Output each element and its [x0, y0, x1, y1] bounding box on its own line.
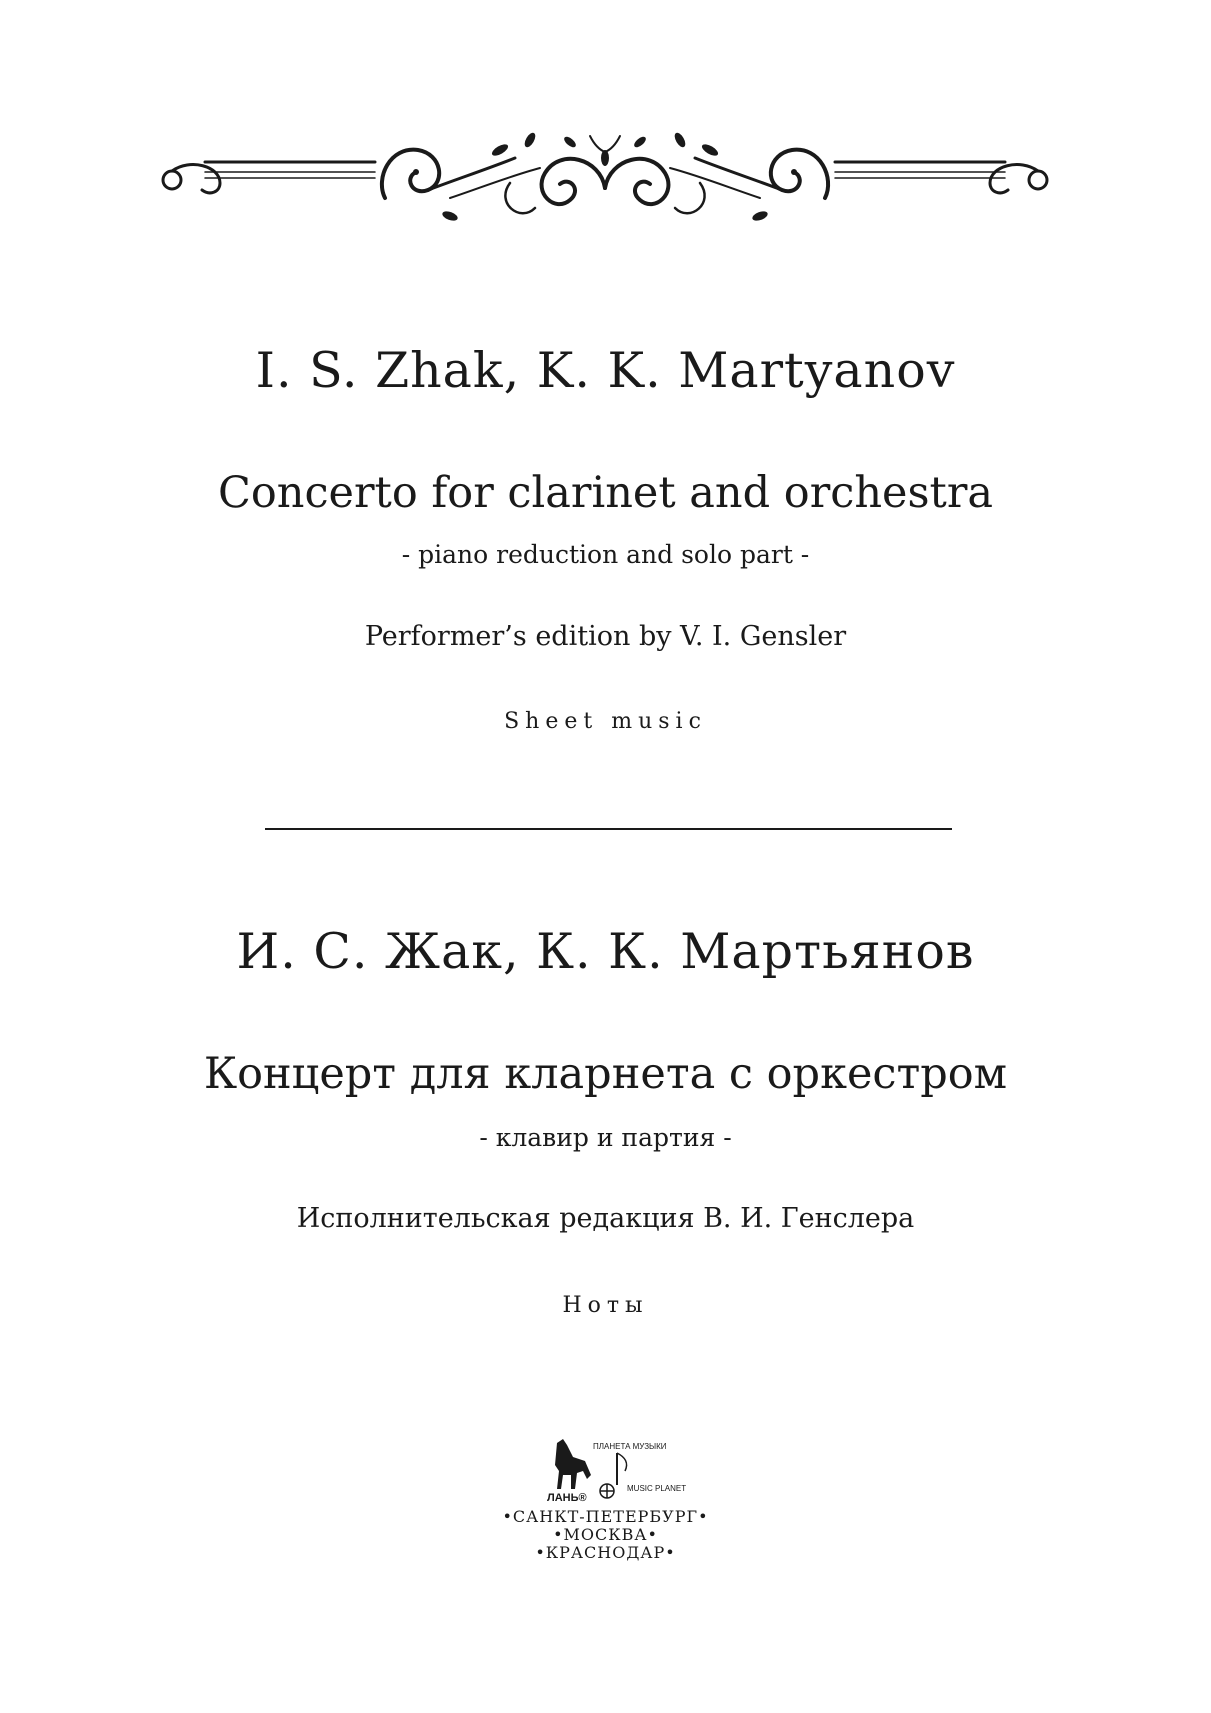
logo-music-planet-text: MUSIC PLANET — [627, 1484, 687, 1493]
city-moscow: •МОСКВА• — [553, 1525, 658, 1544]
kind-ru: Ноты — [562, 1293, 649, 1318]
ornament-flourish — [150, 128, 1060, 238]
city-spb: •САНКТ-ПЕТЕРБУРГ• — [502, 1507, 709, 1526]
edition-en: Performer’s edition by V. I. Gensler — [364, 621, 847, 652]
city-krasnodar: •КРАСНОДАР• — [535, 1543, 676, 1562]
logo-planeta-text: ПЛАНЕТА МУЗЫКИ — [593, 1442, 667, 1451]
section-divider — [265, 828, 952, 830]
edition-ru: Исполнительская редакция В. И. Генслера — [296, 1203, 915, 1234]
publisher-logo — [545, 1435, 687, 1505]
title-ru: Концерт для кларнета с оркестром — [203, 1049, 1008, 1099]
authors-en: I. S. Zhak, K. K. Martyanov — [255, 342, 956, 399]
subtitle-ru: - клавир и партия - — [479, 1123, 732, 1152]
subtitle-en: - piano reduction and solo part - — [401, 540, 810, 569]
kind-en: Sheet music — [504, 709, 707, 734]
title-en: Concerto for clarinet and orchestra — [217, 468, 994, 518]
authors-ru: И. С. Жак, К. К. Мартьянов — [236, 923, 975, 980]
logo-lan-text: ЛАНЬ® — [547, 1492, 587, 1504]
